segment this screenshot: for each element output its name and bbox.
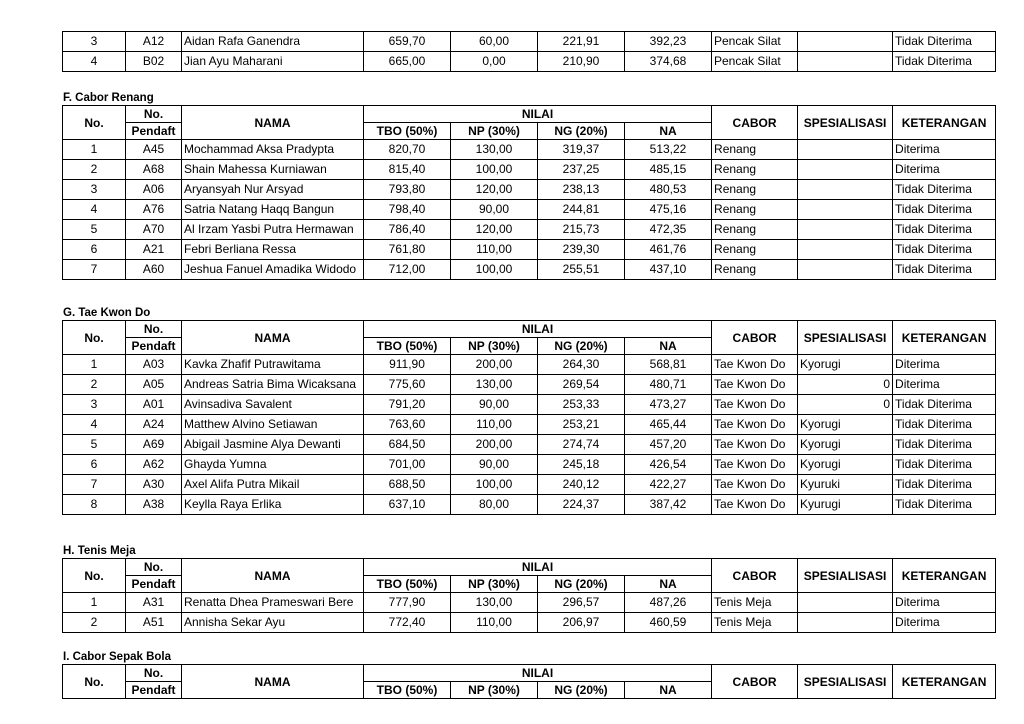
cell-ng: 224,37 (538, 495, 625, 515)
col-no: No. (63, 559, 126, 593)
cell-keterangan: Tidak Diterima (893, 32, 996, 52)
cell-pendaft: A60 (126, 260, 182, 280)
cell-cabor: Tae Kwon Do (712, 415, 798, 435)
cell-no: 4 (63, 415, 126, 435)
col-cabor: CABOR (712, 559, 798, 593)
col-np: NP (30%) (451, 576, 538, 593)
cell-na: 475,16 (625, 200, 712, 220)
cell-na: 392,23 (625, 32, 712, 52)
cell-cabor: Renang (712, 240, 798, 260)
cell-np: 200,00 (451, 435, 538, 455)
cell-na: 460,59 (625, 613, 712, 633)
cell-cabor: Tae Kwon Do (712, 435, 798, 455)
cell-nama: Abigail Jasmine Alya Dewanti (182, 435, 364, 455)
cell-keterangan: Diterima (893, 613, 996, 633)
cell-spesialisasi: Kyorugi (798, 355, 893, 375)
cell-na: 568,81 (625, 355, 712, 375)
col-nama: NAMA (182, 665, 364, 699)
cell-ng: 244,81 (538, 200, 625, 220)
cell-no: 6 (63, 240, 126, 260)
cell-ng: 215,73 (538, 220, 625, 240)
cell-cabor: Pencak Silat (712, 32, 798, 52)
cell-tbo: 701,00 (364, 455, 451, 475)
section-tenis-meja (62, 544, 995, 633)
cell-cabor: Renang (712, 140, 798, 160)
cell-keterangan: Tidak Diterima (893, 435, 996, 455)
col-spesialisasi: SPESIALISASI (798, 559, 893, 593)
col-nama: NAMA (182, 559, 364, 593)
cell-na: 480,53 (625, 180, 712, 200)
cell-np: 110,00 (451, 415, 538, 435)
col-pendaft-top: No. (126, 559, 182, 576)
col-pendaft-bottom: Pendaft (126, 576, 182, 593)
cell-np: 90,00 (451, 200, 538, 220)
cell-keterangan: Tidak Diterima (893, 200, 996, 220)
cell-nama: Annisha Sekar Ayu (182, 613, 364, 633)
cell-na: 374,68 (625, 52, 712, 72)
cell-cabor: Renang (712, 200, 798, 220)
cell-ng: 240,12 (538, 475, 625, 495)
cell-no: 7 (63, 260, 126, 280)
cell-tbo: 911,90 (364, 355, 451, 375)
cell-nama: Aryansyah Nur Arsyad (182, 180, 364, 200)
cell-spesialisasi (798, 200, 893, 220)
table-row (63, 415, 996, 435)
cell-keterangan: Tidak Diterima (893, 495, 996, 515)
table-row (63, 495, 996, 515)
tenis-meja-table (62, 558, 996, 633)
cell-keterangan: Tidak Diterima (893, 455, 996, 475)
cell-nama: Aidan Rafa Ganendra (182, 32, 364, 52)
cell-np: 200,00 (451, 355, 538, 375)
cell-no: 6 (63, 455, 126, 475)
section-taekwondo (62, 306, 995, 515)
cell-keterangan: Tidak Diterima (893, 475, 996, 495)
cell-ng: 237,25 (538, 160, 625, 180)
cell-pendaft: A62 (126, 455, 182, 475)
cell-nama: Satria Natang Haqq Bangun (182, 200, 364, 220)
cell-na: 472,35 (625, 220, 712, 240)
cell-spesialisasi: Kyurugi (798, 495, 893, 515)
cell-nama: Axel Alifa Putra Mikail (182, 475, 364, 495)
table-header (63, 559, 996, 593)
table-row (63, 593, 996, 613)
col-keterangan: KETERANGAN (893, 665, 996, 699)
col-cabor: CABOR (712, 321, 798, 355)
table-header (63, 106, 996, 140)
cell-keterangan: Tidak Diterima (893, 415, 996, 435)
cell-np: 0,00 (451, 52, 538, 72)
cell-pendaft: A51 (126, 613, 182, 633)
table-row (63, 160, 996, 180)
col-ng: NG (20%) (538, 338, 625, 355)
cell-ng: 274,74 (538, 435, 625, 455)
cell-no: 3 (63, 180, 126, 200)
table-row (63, 260, 996, 280)
cell-spesialisasi: 0 (798, 375, 893, 395)
cell-np: 120,00 (451, 180, 538, 200)
cell-np: 100,00 (451, 160, 538, 180)
cell-pendaft: A21 (126, 240, 182, 260)
cell-pendaft: B02 (126, 52, 182, 72)
col-na: NA (625, 682, 712, 699)
table-row (63, 455, 996, 475)
cell-ng: 245,18 (538, 455, 625, 475)
cell-no: 1 (63, 355, 126, 375)
cell-na: 473,27 (625, 395, 712, 415)
cell-no: 4 (63, 52, 126, 72)
cell-spesialisasi (798, 613, 893, 633)
cell-nama: Avinsadiva Savalent (182, 395, 364, 415)
cell-nama: Andreas Satria Bima Wicaksana (182, 375, 364, 395)
renang-table (62, 105, 996, 280)
cell-cabor: Tae Kwon Do (712, 475, 798, 495)
cell-spesialisasi (798, 180, 893, 200)
table-row (63, 52, 996, 72)
cell-na: 487,26 (625, 593, 712, 613)
table-row (63, 613, 996, 633)
section-title: I. Cabor Sepak Bola (63, 651, 172, 663)
cell-pendaft: A30 (126, 475, 182, 495)
cell-spesialisasi (798, 140, 893, 160)
cell-cabor: Tae Kwon Do (712, 455, 798, 475)
cell-ng: 296,57 (538, 593, 625, 613)
pencak-silat-table (62, 31, 996, 72)
cell-nama: Keylla Raya Erlika (182, 495, 364, 515)
col-nilai: NILAI (364, 106, 712, 123)
cell-nama: Kavka Zhafif Putrawitama (182, 355, 364, 375)
cell-no: 5 (63, 220, 126, 240)
col-pendaft-bottom: Pendaft (126, 338, 182, 355)
col-tbo: TBO (50%) (364, 338, 451, 355)
col-spesialisasi: SPESIALISASI (798, 106, 893, 140)
table-row (63, 435, 996, 455)
cell-tbo: 659,70 (364, 32, 451, 52)
cell-no: 4 (63, 200, 126, 220)
cell-na: 485,15 (625, 160, 712, 180)
cell-no: 3 (63, 395, 126, 415)
cell-spesialisasi (798, 220, 893, 240)
table-row (63, 395, 996, 415)
table-row (63, 140, 996, 160)
cell-np: 80,00 (451, 495, 538, 515)
cell-tbo: 772,40 (364, 613, 451, 633)
cell-spesialisasi (798, 260, 893, 280)
cell-tbo: 775,60 (364, 375, 451, 395)
cell-nama: Jian Ayu Maharani (182, 52, 364, 72)
cell-keterangan: Tidak Diterima (893, 220, 996, 240)
cell-np: 110,00 (451, 613, 538, 633)
col-np: NP (30%) (451, 682, 538, 699)
cell-np: 100,00 (451, 260, 538, 280)
cell-cabor: Tae Kwon Do (712, 355, 798, 375)
cell-tbo: 637,10 (364, 495, 451, 515)
col-keterangan: KETERANGAN (893, 559, 996, 593)
cell-ng: 255,51 (538, 260, 625, 280)
cell-spesialisasi (798, 32, 893, 52)
cell-cabor: Tae Kwon Do (712, 375, 798, 395)
cell-nama: Al Irzam Yasbi Putra Hermawan (182, 220, 364, 240)
col-tbo: TBO (50%) (364, 682, 451, 699)
cell-na: 457,20 (625, 435, 712, 455)
col-nama: NAMA (182, 321, 364, 355)
cell-na: 513,22 (625, 140, 712, 160)
cell-pendaft: A05 (126, 375, 182, 395)
col-pendaft-bottom: Pendaft (126, 123, 182, 140)
col-tbo: TBO (50%) (364, 123, 451, 140)
cell-tbo: 820,70 (364, 140, 451, 160)
col-nilai: NILAI (364, 559, 712, 576)
cell-spesialisasi: Kyuruki (798, 475, 893, 495)
cell-spesialisasi: Kyorugi (798, 455, 893, 475)
cell-tbo: 712,00 (364, 260, 451, 280)
cell-ng: 206,97 (538, 613, 625, 633)
cell-tbo: 688,50 (364, 475, 451, 495)
cell-np: 120,00 (451, 220, 538, 240)
cell-pendaft: A68 (126, 160, 182, 180)
cell-tbo: 684,50 (364, 435, 451, 455)
cell-ng: 221,91 (538, 32, 625, 52)
pencak-silat-continuation (62, 31, 995, 72)
cell-spesialisasi (798, 52, 893, 72)
col-pendaft-top: No. (126, 321, 182, 338)
cell-np: 60,00 (451, 32, 538, 52)
cell-keterangan: Tidak Diterima (893, 260, 996, 280)
table-row (63, 200, 996, 220)
cell-pendaft: A12 (126, 32, 182, 52)
table-header (63, 321, 996, 355)
col-ng: NG (20%) (538, 123, 625, 140)
cell-no: 3 (63, 32, 126, 52)
cell-np: 130,00 (451, 375, 538, 395)
cell-pendaft: A69 (126, 435, 182, 455)
section-renang (62, 91, 995, 280)
cell-na: 461,76 (625, 240, 712, 260)
cell-cabor: Renang (712, 260, 798, 280)
col-np: NP (30%) (451, 338, 538, 355)
cell-pendaft: A01 (126, 395, 182, 415)
col-keterangan: KETERANGAN (893, 106, 996, 140)
table-row (63, 475, 996, 495)
cell-spesialisasi (798, 593, 893, 613)
cell-nama: Mochammad Aksa Pradypta (182, 140, 364, 160)
col-no: No. (63, 321, 126, 355)
cell-keterangan: Diterima (893, 140, 996, 160)
cell-np: 90,00 (451, 395, 538, 415)
cell-ng: 253,33 (538, 395, 625, 415)
cell-np: 130,00 (451, 140, 538, 160)
cell-nama: Jeshua Fanuel Amadika Widodo (182, 260, 364, 280)
cell-ng: 210,90 (538, 52, 625, 72)
cell-ng: 269,54 (538, 375, 625, 395)
cell-no: 2 (63, 375, 126, 395)
col-no: No. (63, 106, 126, 140)
col-na: NA (625, 576, 712, 593)
cell-ng: 239,30 (538, 240, 625, 260)
table-row (63, 240, 996, 260)
col-ng: NG (20%) (538, 576, 625, 593)
cell-cabor: Tenis Meja (712, 613, 798, 633)
cell-tbo: 793,80 (364, 180, 451, 200)
table-row (63, 180, 996, 200)
cell-tbo: 791,20 (364, 395, 451, 415)
cell-spesialisasi: 0 (798, 395, 893, 415)
cell-tbo: 798,40 (364, 200, 451, 220)
cell-cabor: Pencak Silat (712, 52, 798, 72)
section-title: F. Cabor Renang (63, 92, 154, 104)
cell-spesialisasi: Kyorugi (798, 435, 893, 455)
cell-keterangan: Diterima (893, 355, 996, 375)
cell-ng: 264,30 (538, 355, 625, 375)
cell-no: 2 (63, 613, 126, 633)
cell-pendaft: A06 (126, 180, 182, 200)
cell-na: 480,71 (625, 375, 712, 395)
section-sepak-bola (62, 650, 995, 699)
cell-keterangan: Diterima (893, 160, 996, 180)
cell-spesialisasi: Kyorugi (798, 415, 893, 435)
cell-tbo: 777,90 (364, 593, 451, 613)
col-no: No. (63, 665, 126, 699)
cell-na: 422,27 (625, 475, 712, 495)
col-nama: NAMA (182, 106, 364, 140)
col-keterangan: KETERANGAN (893, 321, 996, 355)
cell-keterangan: Tidak Diterima (893, 180, 996, 200)
cell-no: 1 (63, 593, 126, 613)
cell-no: 7 (63, 475, 126, 495)
cell-spesialisasi (798, 240, 893, 260)
col-cabor: CABOR (712, 106, 798, 140)
cell-pendaft: A31 (126, 593, 182, 613)
sepak-bola-table (62, 664, 996, 699)
cell-pendaft: A38 (126, 495, 182, 515)
col-nilai: NILAI (364, 321, 712, 338)
cell-no: 1 (63, 140, 126, 160)
col-pendaft-bottom: Pendaft (126, 682, 182, 699)
cell-na: 437,10 (625, 260, 712, 280)
cell-np: 100,00 (451, 475, 538, 495)
col-np: NP (30%) (451, 123, 538, 140)
cell-no: 2 (63, 160, 126, 180)
col-na: NA (625, 123, 712, 140)
cell-no: 5 (63, 435, 126, 455)
taekwondo-table (62, 320, 996, 515)
cell-nama: Renatta Dhea Prameswari Bere (182, 593, 364, 613)
cell-cabor: Renang (712, 220, 798, 240)
cell-no: 8 (63, 495, 126, 515)
cell-cabor: Tenis Meja (712, 593, 798, 613)
cell-cabor: Renang (712, 160, 798, 180)
cell-na: 465,44 (625, 415, 712, 435)
cell-nama: Ghayda Yumna (182, 455, 364, 475)
cell-tbo: 665,00 (364, 52, 451, 72)
cell-pendaft: A45 (126, 140, 182, 160)
col-nilai: NILAI (364, 665, 712, 682)
cell-nama: Matthew Alvino Setiawan (182, 415, 364, 435)
cell-cabor: Renang (712, 180, 798, 200)
cell-ng: 238,13 (538, 180, 625, 200)
cell-na: 426,54 (625, 455, 712, 475)
cell-pendaft: A70 (126, 220, 182, 240)
cell-nama: Shain Mahessa Kurniawan (182, 160, 364, 180)
cell-pendaft: A76 (126, 200, 182, 220)
cell-tbo: 763,60 (364, 415, 451, 435)
cell-np: 110,00 (451, 240, 538, 260)
table-row (63, 220, 996, 240)
col-cabor: CABOR (712, 665, 798, 699)
col-spesialisasi: SPESIALISASI (798, 321, 893, 355)
cell-tbo: 761,80 (364, 240, 451, 260)
cell-keterangan: Tidak Diterima (893, 240, 996, 260)
cell-spesialisasi (798, 160, 893, 180)
cell-keterangan: Tidak Diterima (893, 52, 996, 72)
cell-pendaft: A03 (126, 355, 182, 375)
cell-keterangan: Diterima (893, 593, 996, 613)
cell-cabor: Tae Kwon Do (712, 495, 798, 515)
table-header (63, 665, 996, 699)
cell-ng: 319,37 (538, 140, 625, 160)
section-title: H. Tenis Meja (63, 545, 136, 557)
table-row (63, 375, 996, 395)
cell-pendaft: A24 (126, 415, 182, 435)
cell-tbo: 815,40 (364, 160, 451, 180)
table-row (63, 355, 996, 375)
section-title: G. Tae Kwon Do (63, 307, 151, 319)
table-row (63, 32, 996, 52)
col-spesialisasi: SPESIALISASI (798, 665, 893, 699)
cell-na: 387,42 (625, 495, 712, 515)
col-ng: NG (20%) (538, 682, 625, 699)
cell-np: 130,00 (451, 593, 538, 613)
cell-cabor: Tae Kwon Do (712, 395, 798, 415)
cell-np: 90,00 (451, 455, 538, 475)
col-pendaft-top: No. (126, 665, 182, 682)
cell-keterangan: Diterima (893, 375, 996, 395)
col-na: NA (625, 338, 712, 355)
cell-ng: 253,21 (538, 415, 625, 435)
cell-nama: Febri Berliana Ressa (182, 240, 364, 260)
cell-tbo: 786,40 (364, 220, 451, 240)
cell-keterangan: Tidak Diterima (893, 395, 996, 415)
col-pendaft-top: No. (126, 106, 182, 123)
col-tbo: TBO (50%) (364, 576, 451, 593)
